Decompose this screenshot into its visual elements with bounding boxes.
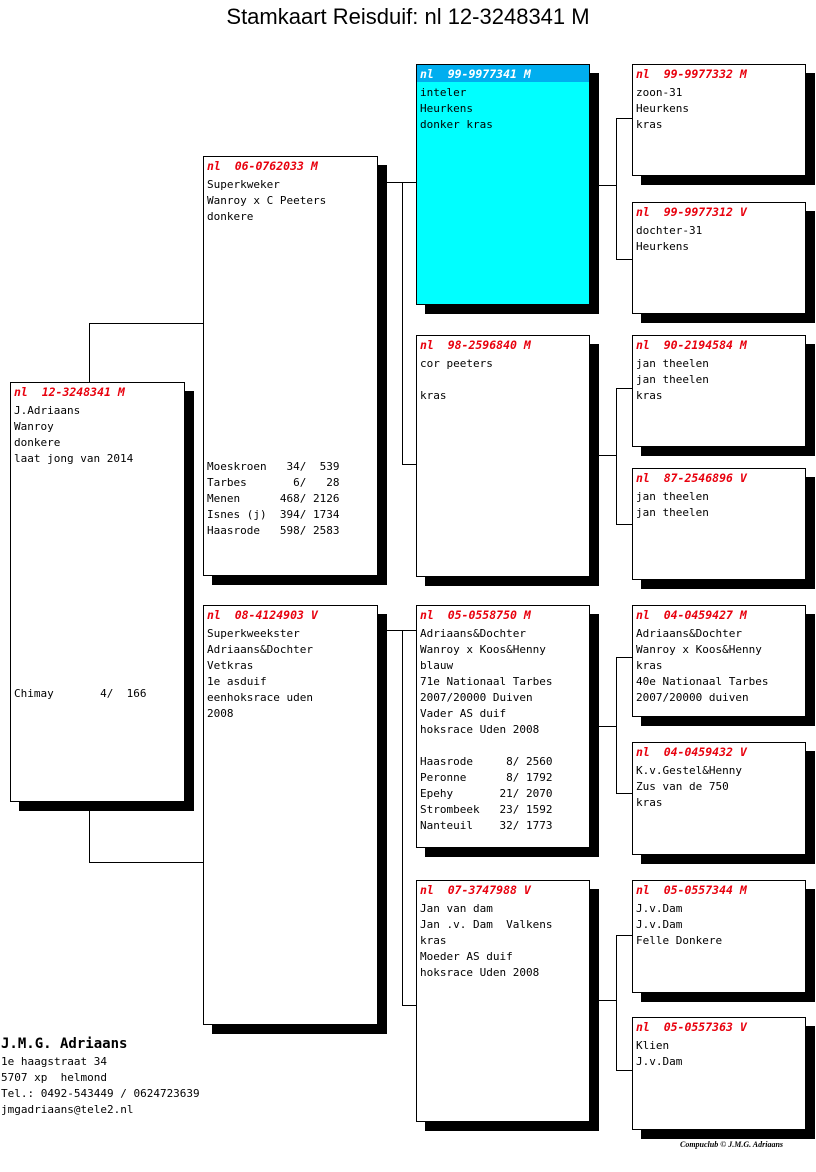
card-id: nl 99-9977312 V (636, 205, 747, 219)
card-line: 71e Nationaal Tarbes (420, 675, 553, 688)
card-mff[interactable] (632, 605, 806, 717)
card-father-mother[interactable] (416, 335, 590, 577)
card-line: blauw (420, 659, 454, 672)
card-result: Strombeek 23/ 1592 (420, 803, 553, 816)
card-line: Heurkens (636, 102, 689, 115)
card-line: donkere (207, 210, 254, 223)
card-mmf[interactable] (632, 880, 806, 993)
card-id: nl 90-2194584 M (636, 338, 747, 352)
card-result: Menen 468/ 2126 (207, 492, 340, 505)
footer-credit: Compuclub © J.M.G. Adriaans (680, 1140, 784, 1149)
card-line (420, 372, 589, 388)
card-line: jan theelen (636, 373, 709, 386)
card-line: jan theelen (636, 506, 709, 519)
card-line: donker kras (420, 118, 493, 131)
card-line: Heurkens (636, 240, 689, 253)
breeder-name: J.M.G. Adriaans (1, 1036, 128, 1052)
card-result: Haasrode 598/ 2583 (207, 524, 340, 537)
card-line: Wanroy x Koos&Henny (636, 643, 762, 656)
card-result: Epehy 21/ 2070 (420, 787, 553, 800)
card-mmm[interactable] (632, 1017, 806, 1130)
card-line: 2007/20000 duiven (636, 691, 749, 704)
card-fff[interactable] (632, 64, 806, 176)
card-line: kras (420, 934, 447, 947)
card-line: eenhoksrace uden (207, 691, 313, 704)
card-line: Vetkras (207, 659, 254, 672)
card-line: Wanroy x C Peeters (207, 194, 327, 207)
card-line: laat jong van 2014 (14, 452, 134, 465)
card-line: 1e asduif (207, 675, 267, 688)
card-line: J.v.Dam (636, 902, 683, 915)
breeder-city: 5707 xp helmond (1, 1071, 107, 1084)
card-line: Klien (636, 1039, 670, 1052)
card-line: Adriaans&Dochter (420, 627, 526, 640)
card-id: nl 08-4124903 V (207, 608, 318, 622)
card-result: Tarbes 6/ 28 (207, 476, 340, 489)
card-line (420, 738, 589, 754)
card-father-father[interactable] (416, 64, 590, 305)
card-id: nl 04-0459432 V (636, 745, 747, 759)
card-ffm[interactable] (632, 202, 806, 314)
card-line: J.v.Dam (636, 918, 683, 931)
card-id: nl 87-2546896 V (636, 471, 747, 485)
card-mfm[interactable] (632, 742, 806, 855)
card-line: Wanroy x Koos&Henny (420, 643, 546, 656)
card-line: Vader AS duif (420, 707, 507, 720)
card-result: Chimay 4/ 166 (14, 687, 147, 700)
card-line: Jan .v. Dam Valkens (420, 918, 553, 931)
card-mother[interactable] (203, 605, 378, 1025)
card-line: Wanroy (14, 420, 54, 433)
card-id: nl 99-9977341 M (417, 65, 589, 82)
card-id: nl 05-0557344 M (636, 883, 747, 897)
card-result: Haasrode 8/ 2560 (420, 755, 553, 768)
card-line: Superkweker (207, 178, 280, 191)
card-id: nl 06-0762033 M (207, 159, 318, 173)
card-line: kras (636, 796, 663, 809)
card-id: nl 98-2596840 M (420, 338, 531, 352)
card-id: nl 05-0558750 M (420, 608, 531, 622)
card-fmf[interactable] (632, 335, 806, 447)
card-result: Isnes (j) 394/ 1734 (207, 508, 340, 521)
card-line: dochter-31 (636, 224, 703, 237)
card-line: Superkweekster (207, 627, 300, 640)
card-line: 40e Nationaal Tarbes (636, 675, 769, 688)
card-id: nl 07-3747988 V (420, 883, 531, 897)
card-result: Peronne 8/ 1792 (420, 771, 553, 784)
page-title: Stamkaart Reisduif: nl 12-3248341 M (226, 4, 590, 29)
card-mother-mother[interactable] (416, 880, 590, 1122)
card-line: Heurkens (420, 102, 473, 115)
card-line: donkere (14, 436, 61, 449)
card-fmm[interactable] (632, 468, 806, 580)
card-line: kras (636, 389, 663, 402)
card-id: nl 04-0459427 M (636, 608, 747, 622)
breeder-email: jmgadriaans@tele2.nl (1, 1103, 134, 1116)
card-line: Felle Donkere (636, 934, 723, 947)
card-line: kras (420, 389, 447, 402)
card-line: jan theelen (636, 357, 709, 370)
card-line: kras (636, 118, 663, 131)
card-line: J.Adriaans (14, 404, 81, 417)
card-line: Zus van de 750 (636, 780, 729, 793)
card-line: Adriaans&Dochter (207, 643, 313, 656)
card-line: jan theelen (636, 490, 709, 503)
card-result: Moeskroen 34/ 539 (207, 460, 340, 473)
card-line: inteler (420, 86, 467, 99)
breeder-phone: Tel.: 0492-543449 / 0624723639 (1, 1087, 200, 1100)
card-mother-father[interactable] (416, 605, 590, 848)
card-id: nl 05-0557363 V (636, 1020, 747, 1034)
card-line: zoon-31 (636, 86, 683, 99)
card-line: J.v.Dam (636, 1055, 683, 1068)
card-id: nl 12-3248341 M (14, 385, 125, 399)
breeder-info (1, 1034, 200, 1118)
breeder-address: 1e haagstraat 34 (1, 1055, 107, 1068)
card-father[interactable] (203, 156, 378, 576)
card-line: K.v.Gestel&Henny (636, 764, 742, 777)
card-line: Adriaans&Dochter (636, 627, 742, 640)
card-line: 2008 (207, 707, 234, 720)
card-result: Nanteuil 32/ 1773 (420, 819, 553, 832)
card-id: nl 99-9977332 M (636, 67, 747, 81)
card-line: Jan van dam (420, 902, 493, 915)
card-line: hoksrace Uden 2008 (420, 723, 540, 736)
card-line: hoksrace Uden 2008 (420, 966, 540, 979)
card-line: Moeder AS duif (420, 950, 513, 963)
card-line: kras (636, 659, 663, 672)
card-line: 2007/20000 Duiven (420, 691, 533, 704)
card-subject[interactable] (10, 382, 185, 802)
card-line: cor peeters (420, 357, 493, 370)
